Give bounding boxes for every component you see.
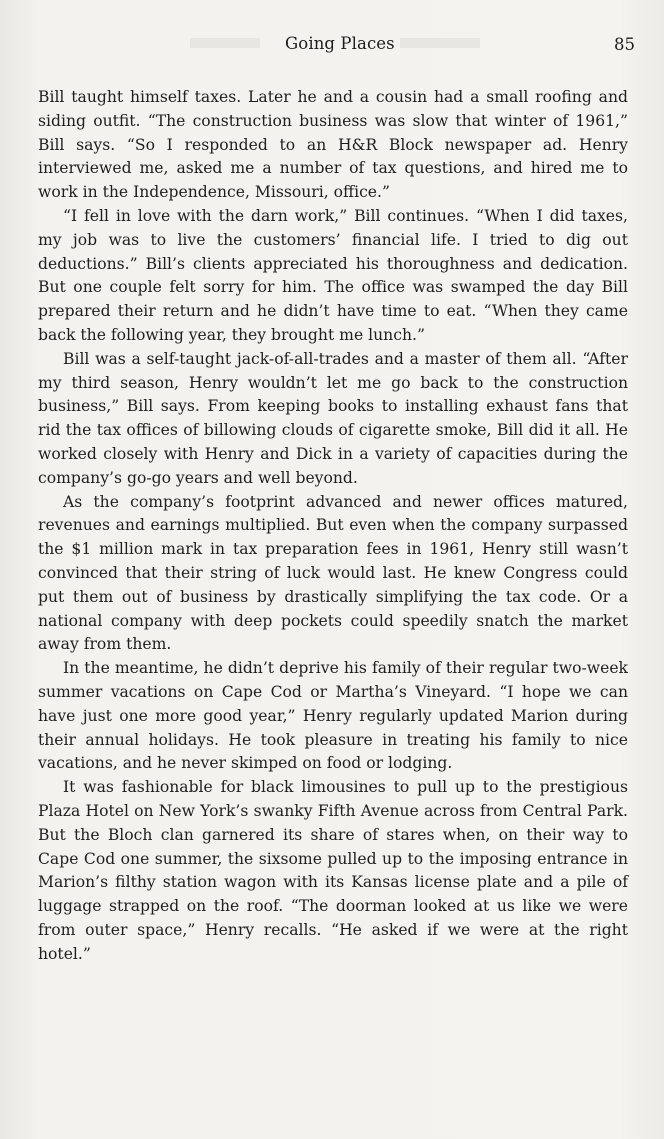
paragraph: Bill was a self-taught jack-of-all-trades and a master of them all. “After my third season, Henry wouldn’t let me go back to the construction business,” Bill says. From keeping books to installing exhaust fans that rid the tax offices of billowing clouds of cigarette smoke, Bill did it all. He worked closely with Henry and Dick in a variety of capacities during the company’s go-go years and well beyond. xyxy=(38,349,628,487)
paragraph: As the company’s footprint advanced and newer offices matured, revenues and earnings multiplied. But even when the company surpassed the $1 million mark in tax preparation fees in 1961, Henry still wasn’t convinced that their string of luck would last. He knew Congress could put them out of business by drastically simplifying the tax code. Or a national company with deep pockets could speedily snatch the market away from them. xyxy=(38,492,628,654)
body-text xyxy=(38,86,628,966)
page-number: 85 xyxy=(614,35,635,54)
running-title: Going Places xyxy=(285,34,395,53)
paragraph: Bill taught himself taxes. Later he and a cousin had a small roofing and siding outfit. “The construction business was slow that winter of 1961,” Bill says. “So I responded to an H&R Block newspaper ad. Henry interviewed me, asked me a number of tax questions, and hired me to work in the Independence, Missouri, office.” xyxy=(38,88,628,202)
paragraph: It was fashionable for black limousines to pull up to the prestigious Plaza Hotel on New York’s swanky Fifth Avenue across from Central Park. But the Bloch clan garnered its share of stares when, on their way to Cape Cod one summer, the sixsome pulled up to the imposing entrance in Marion’s filthy station wagon with its Kansas license plate and a pile of luggage strapped on the roof. “The doorman looked at us like we were from outer space,” Henry recalls. “He asked if we were at the right hotel.” xyxy=(38,778,628,963)
paragraph: In the meantime, he didn’t deprive his family of their regular two-week summer vacations on Cape Cod or Martha’s Vineyard. “I hope we can have just one more good year,” Henry regularly updated Marion during their annual holidays. He took pleasure in treating his family to nice vacations, and he never skimped on food or lodging. xyxy=(38,659,628,773)
paragraph: “I fell in love with the darn work,” Bill continues. “When I did taxes, my job was to live the customers’ financial life. I tried to dig out deductions.” Bill’s clients appreciated his thoroughness and dedication. But one couple felt sorry for him. The office was swamped the day Bill prepared their return and he didn’t have time to eat. “When they came back the following year, they brought me lunch.” xyxy=(38,206,628,344)
page-header xyxy=(0,34,664,60)
